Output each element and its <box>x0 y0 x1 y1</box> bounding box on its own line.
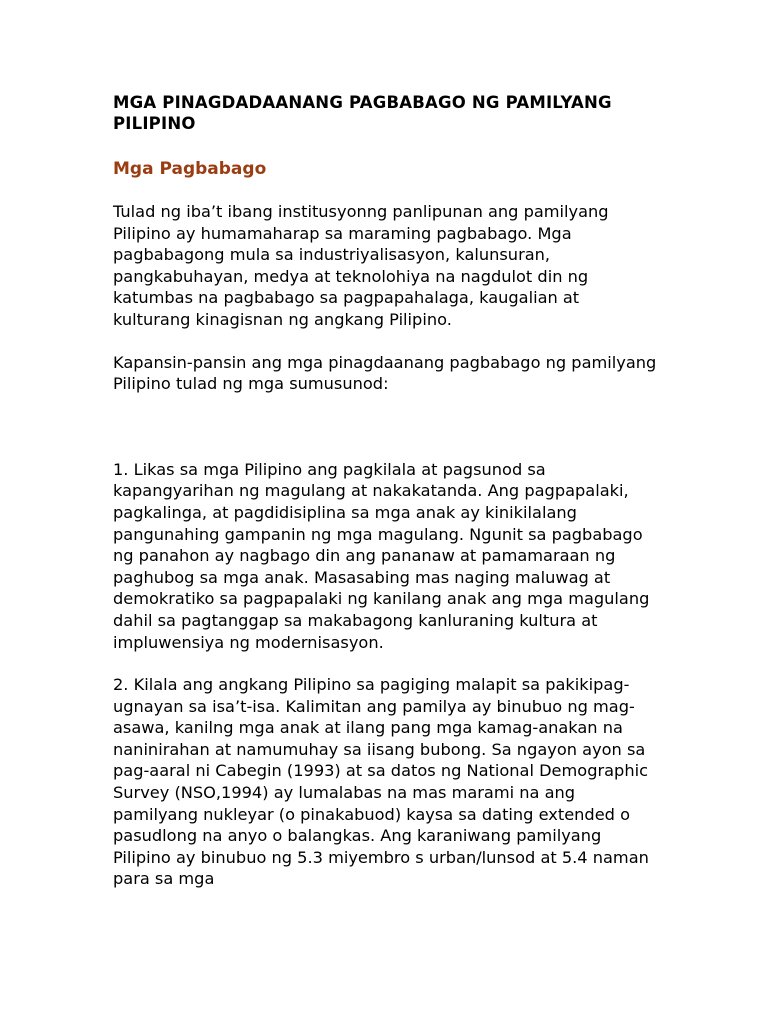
paragraph-spacer <box>113 416 658 459</box>
list-item-2-paragraph: 2. Kilala ang angkang Pilipino sa pagiging malapit sa pakikipag-ugnayan sa isa’t-isa. Kalimitan ang pamilya ay binubuo ng mag-asawa, kanilng mga anak at ilang pang mga kamag-anakan na naninirahan at namumuhay sa iisang bubong. Sa ngayon ayon sa pag-aaral ni Cabegin (1993) at sa datos ng National Demographic Survey (NSO,1994) ay lumalabas na mas marami na ang pamilyang nukleyar (o pinakabuod) kaysa sa dating extended o pasudlong na anyo o balangkas. Ang karaniwang pamilyang Pilipino ay binubuo ng 5.3 miyembro s urban/lunsod at 5.4 naman para sa mga <box>113 675 649 889</box>
intro-paragraph: Tulad ng iba’t ibang institusyonng panlipunan ang pamilyang Pilipino ay humamaharap sa maraming pagbabago. Mga pagbabagong mula sa industriyalisasyon, kalunsuran, pangkabuhayan, medya at teknolohiya na nagdulot din ng katumbas na pagbabago sa pagpapahalaga, kaugalian at kulturang kinagisnan ng angkang Pilipino. <box>113 202 609 329</box>
lead-in-paragraph: Kapansin-pansin ang mga pinagdaanang pagbabago ng pamilyang Pilipino tulad ng mga sumusunod: <box>113 352 657 394</box>
list-item-1-paragraph: 1. Likas sa mga Pilipino ang pagkilala at pagsunod sa kapangyarihan ng magulang at nakakatanda. Ang pagpapalaki, pagkalinga, at pagdidisiplina sa mga anak ay kinikilalang pangunahing gampanin ng mga magulang. Ngunit sa pagbabago ng panahon ay nagbago din ang pananaw at pamamaraan ng paghubog sa mga anak. Masasabing mas naging maluwag at demokratiko sa pagpapalaki ng kanilang anak ang mga magulang dahil sa pagtanggap sa makabagong kanluraning kultura at impluwensiya ng modernisasyon. <box>113 459 650 652</box>
section-heading: Mga Pagbabago <box>113 159 267 179</box>
document-title: MGA PINAGDADAANANG PAGBABAGO NG PAMILYANG PILIPINO <box>113 93 612 133</box>
document-page <box>113 92 658 911</box>
